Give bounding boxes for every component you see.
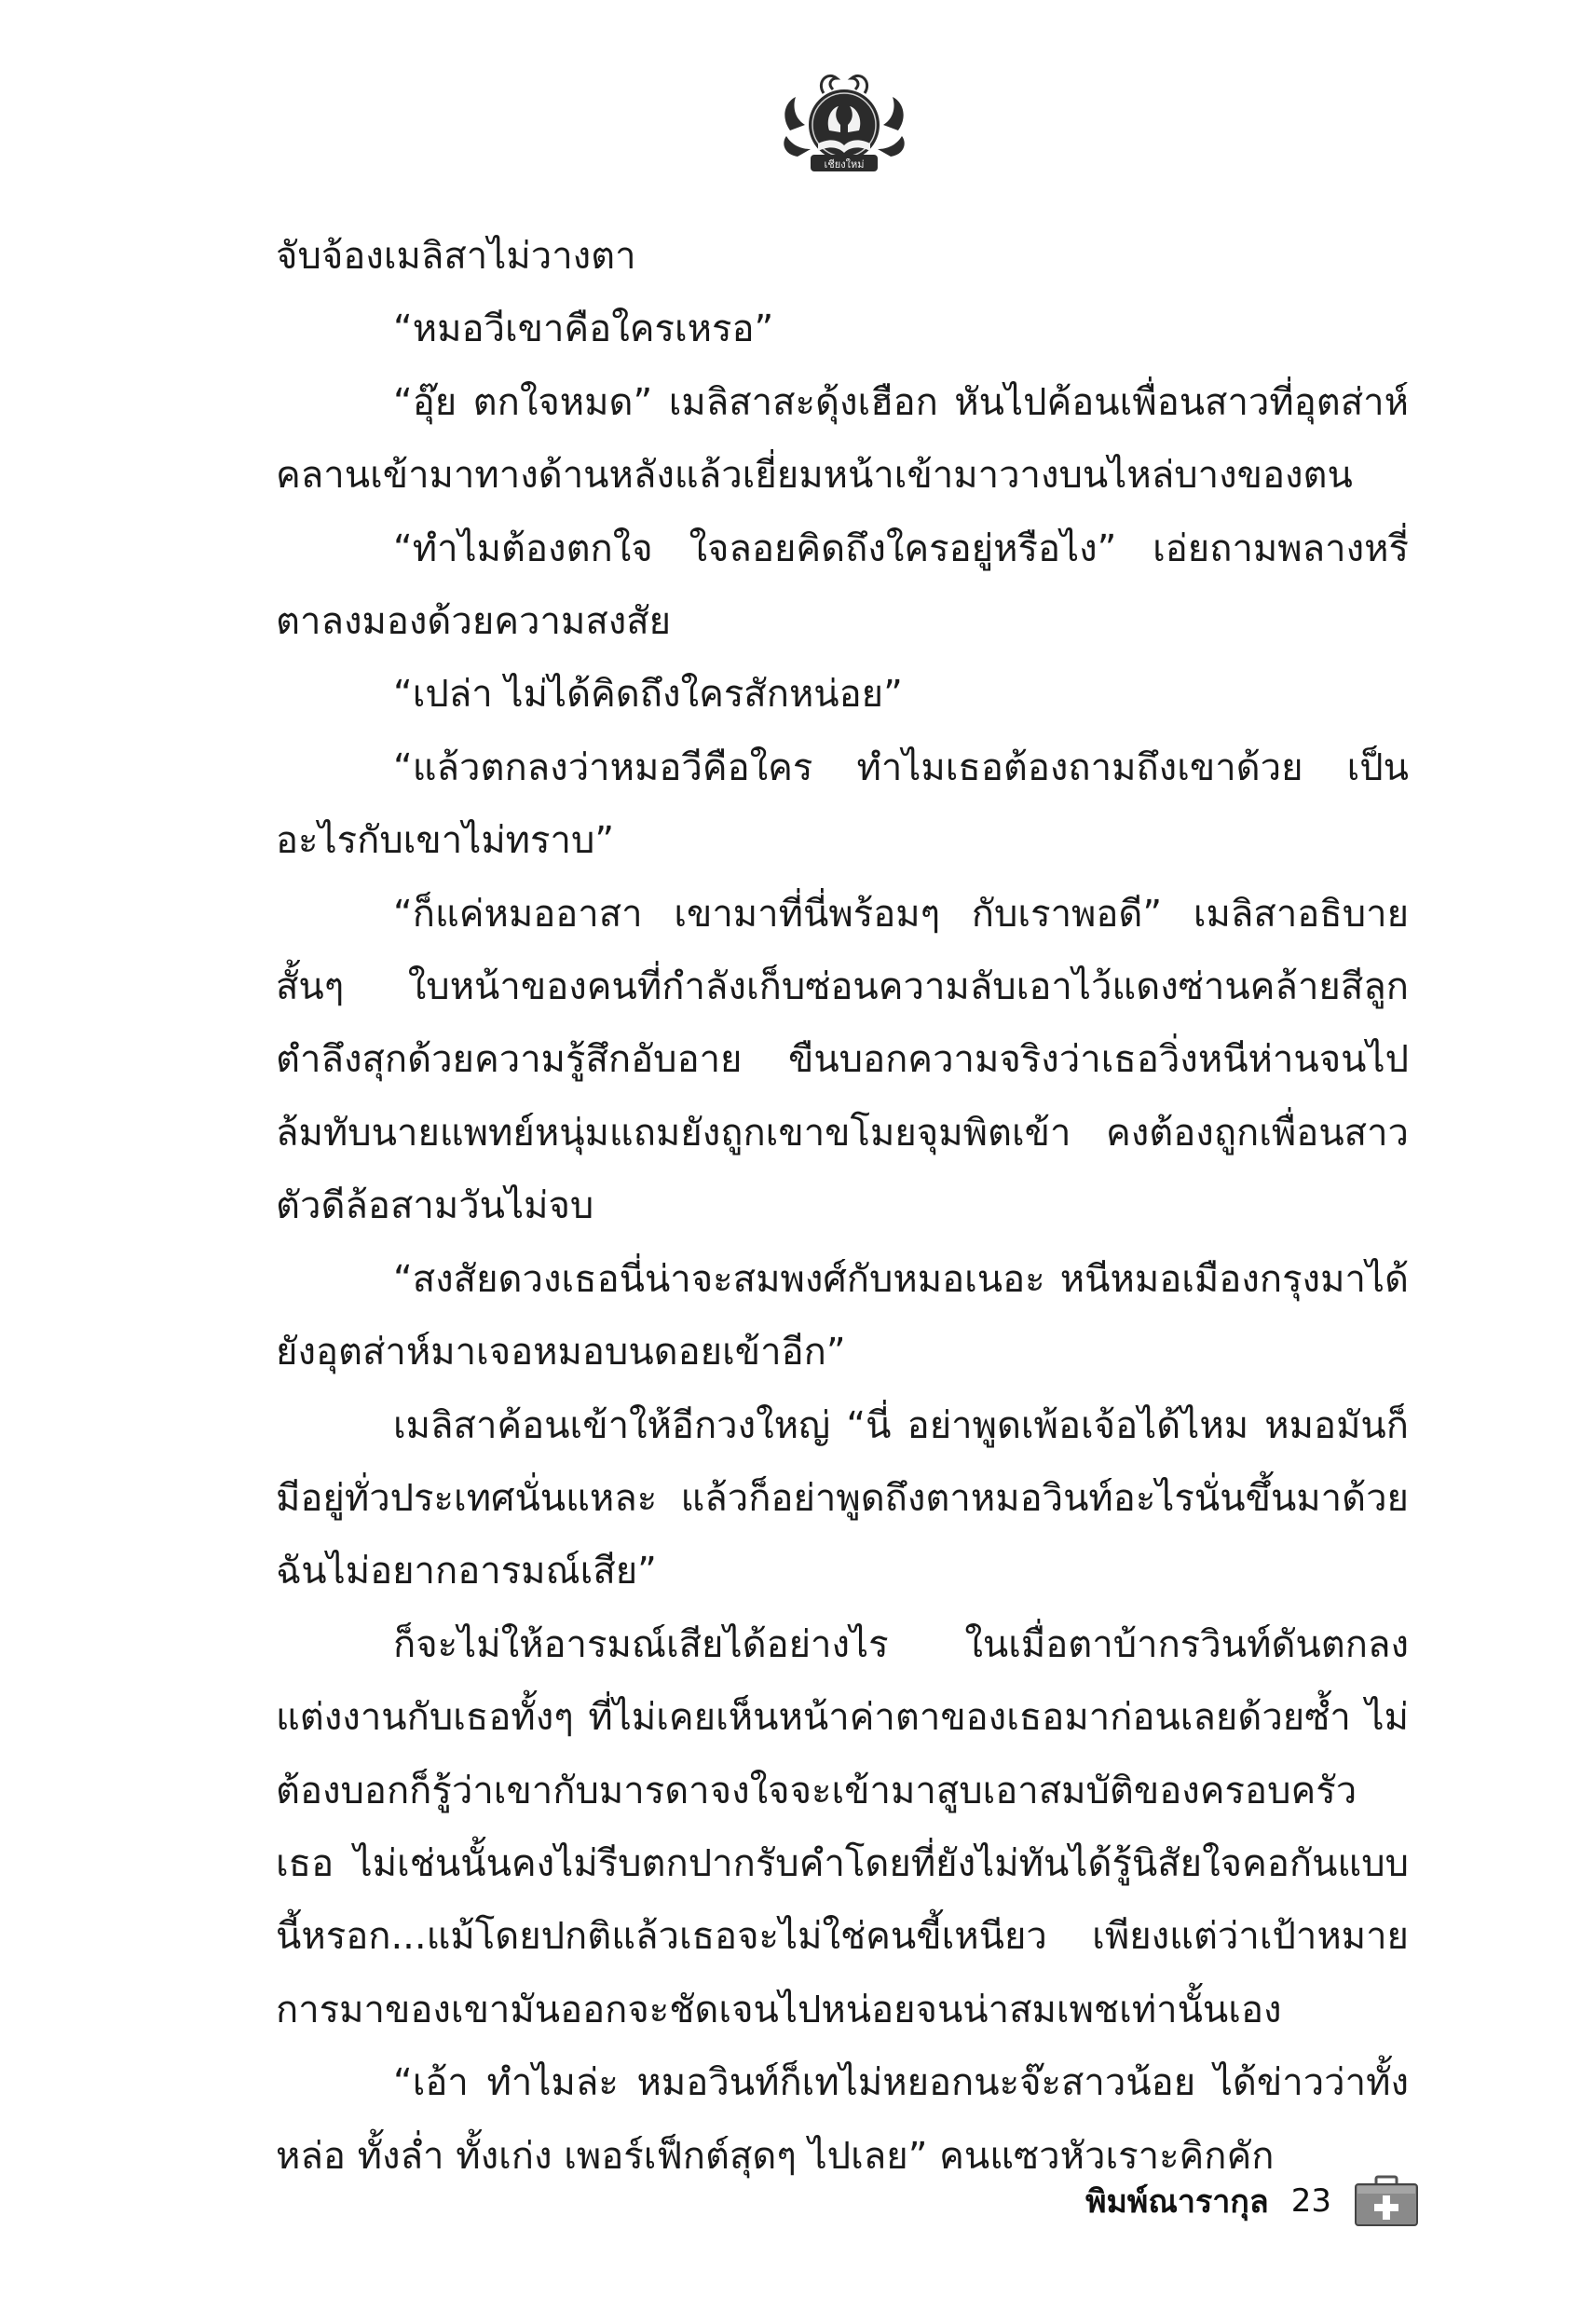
running-title: พิมพ์ณารากุล [1085,2183,1269,2221]
paragraph: “สงสัยดวงเธอนี่น่าจะสมพงศ์กับหมอเนอะ หนีหมอเมืองกรุงมาได้ ยังอุตส่าห์มาเจอหมอบนดอยเข้าอีก” [276,1257,1409,1374]
swan-book-emblem-icon [779,65,909,179]
emblem-text: เชียงใหม่ [824,158,865,171]
paragraph: “เปล่า ไม่ได้คิดถึงใครสักหน่อย” [393,673,903,717]
paragraph: “แล้วตกลงว่าหมอวีคือใคร ทำไมเธอต้องถามถึงเขาด้วย เป็นอะไรกับเขาไม่ทราบ” [276,745,1409,863]
paragraph: จับจ้องเมลิสาไม่วางตา [276,235,636,278]
page-number: 23 [1290,2182,1331,2220]
paragraph: เมลิสาค้อนเข้าให้อีกวงใหญ่ “นี่ อย่าพูดเพ้อเจ้อได้ไหม หมอมันก็มีอยู่ทั่วประเทศนั่นแหละ แล้วก็อย่าพูดถึงตาหมอวินท์อะไรนั่นขึ้นมาด้วย ฉันไม่อยากอารมณ์เสีย” [276,1403,1409,1593]
first-aid-kit-icon [1354,2175,1419,2227]
paragraph: “เอ้า ทำไมล่ะ หมอวินท์ก็เทไม่หยอกนะจ๊ะสาวน้อย ได้ข่าวว่าทั้งหล่อ ทั้งล่ำ ทั้งเก่ง เพอร์เฟ็กต์สุดๆ ไปเลย” คนแซวหัวเราะคิกคัก [276,2061,1409,2178]
chapter-emblem [779,65,909,179]
paragraph: “หมอวีเขาคือใครเหรอ” [393,308,774,351]
paragraph: “ทำไมต้องตกใจ ใจลอยคิดถึงใครอยู่หรือไง” เอ่ยถามพลางหรี่ตาลงมองด้วยความสงสัย [276,526,1409,644]
paragraph: “ก็แค่หมออาสา เขามาที่นี่พร้อมๆ กับเราพอดี” เมลิสาอธิบายสั้นๆ ใบหน้าของคนที่กำลังเก็บซ่อนความลับเอาไว้แดงซ่านคล้ายสีลูกตำลึงสุกด้วยความรู้สึกอับอาย ขืนบอกความจริงว่าเธอวิ่งหนีห่านจนไปล้มทับนายแพทย์หนุ่มแถมยังถูกเขาขโมยจุมพิตเข้า คงต้องถูกเพื่อนสาวตัวดีล้อสามวันไม่จบ [276,892,1409,1228]
page-footer [1085,2173,1419,2229]
paragraph: ก็จะไม่ให้อารมณ์เสียได้อย่างไร ในเมื่อตาบ้ากรวินท์ดันตกลงแต่งงานกับเธอทั้งๆ ที่ไม่เคยเห็นหน้าค่าตาของเธอมาก่อนเลยด้วยซ้ำ ไม่ต้องบอกก็รู้ว่าเขากับมารดาจงใจจะเข้ามาสูบเอาสมบัติของครอบครัวเธอ ไม่เช่นนั้นคงไม่รีบตกปากรับคำโดยที่ยังไม่ทันได้รู้นิสัยใจคอกันแบบนี้หรอก...แม้โดยปกติแล้วเธอจะไม่ใช่คนขี้เหนียว เพียงแต่ว่าเป้าหมายการมาของเขามันออกจะชัดเจนไปหน่อยจนน่าสมเพชเท่านั้นเอง [276,1622,1409,2031]
body-text [276,220,1409,2193]
paragraph: “อุ๊ย ตกใจหมด” เมลิสาสะดุ้งเฮือก หันไปค้อนเพื่อนสาวที่อุตส่าห์คลานเข้ามาทางด้านหลังแล้วเยี่ยมหน้าเข้ามาวางบนไหล่บางของตน [276,380,1409,498]
